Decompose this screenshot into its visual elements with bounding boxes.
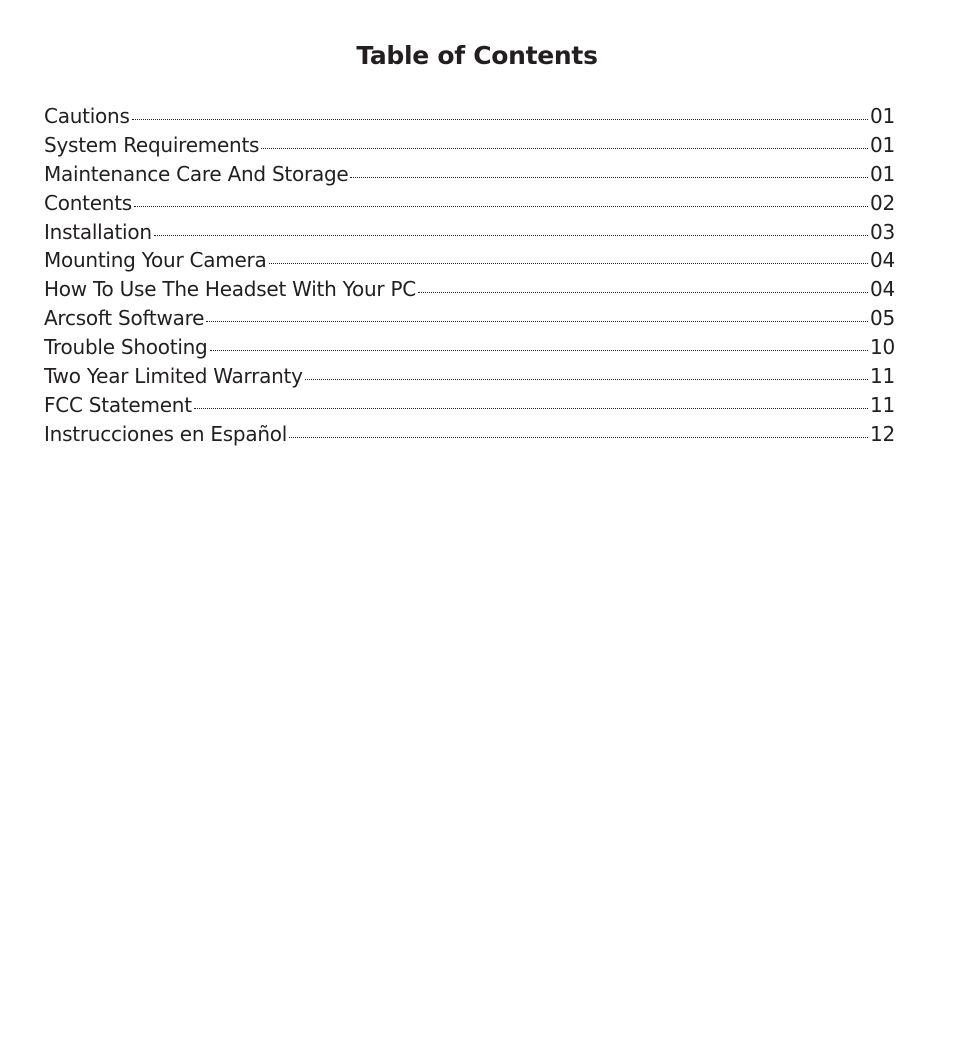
toc-entry-label: Installation (44, 219, 152, 244)
toc-entry-label: Contents (44, 190, 132, 215)
toc-entry-page: 02 (870, 190, 895, 215)
toc-entry (44, 189, 895, 218)
dot-leader (194, 408, 868, 409)
toc-entry (44, 131, 895, 160)
toc-entry-label: Two Year Limited Warranty (44, 364, 303, 389)
toc-entry-page: 03 (870, 219, 895, 244)
dot-leader (154, 235, 868, 236)
toc-entry-page: 04 (870, 277, 895, 302)
toc-entry-page: 11 (870, 392, 895, 417)
dot-leader (134, 206, 868, 207)
page-title: Table of Contents (356, 41, 598, 70)
toc-entry-page: 01 (870, 132, 895, 157)
dot-leader (418, 292, 868, 293)
dot-leader (132, 119, 868, 120)
toc-entry-label: FCC Statement (44, 392, 192, 417)
toc-entry-page: 12 (870, 421, 895, 446)
toc-entry-page: 01 (870, 104, 895, 128)
toc-entry (44, 333, 895, 362)
toc-entry-label: Mounting Your Camera (44, 248, 267, 273)
toc-entry (44, 218, 895, 247)
toc-entry (44, 160, 895, 189)
dot-leader (350, 177, 868, 178)
toc-entry (44, 102, 895, 131)
dot-leader (289, 437, 868, 438)
dot-leader (305, 379, 868, 380)
dot-leader (261, 148, 868, 149)
toc-entry-label: Trouble Shooting (44, 335, 208, 360)
toc-entry (44, 362, 895, 391)
toc-entry-label: Cautions (44, 104, 130, 128)
toc-entry (44, 420, 895, 449)
toc-entry (44, 275, 895, 304)
toc-entry-label: Maintenance Care And Storage (44, 161, 349, 186)
dot-leader (206, 321, 868, 322)
toc-entry-label: Instrucciones en Español (44, 421, 288, 446)
dot-leader (269, 263, 869, 264)
toc-entry (44, 304, 895, 333)
toc-entry (44, 246, 895, 275)
toc-entry (44, 391, 895, 420)
toc-list (44, 102, 895, 449)
dot-leader (210, 350, 869, 351)
toc-entry-page: 10 (870, 335, 895, 360)
toc-entry-label: How To Use The Headset With Your PC (44, 277, 416, 302)
toc-entry-page: 01 (870, 161, 895, 186)
toc-entry-label: System Requirements (44, 132, 260, 157)
toc-entry-page: 05 (870, 306, 895, 331)
toc-entry-label: Arcsoft Software (44, 306, 205, 331)
toc-entry-page: 04 (870, 248, 895, 273)
toc-entry-page: 11 (870, 364, 895, 389)
